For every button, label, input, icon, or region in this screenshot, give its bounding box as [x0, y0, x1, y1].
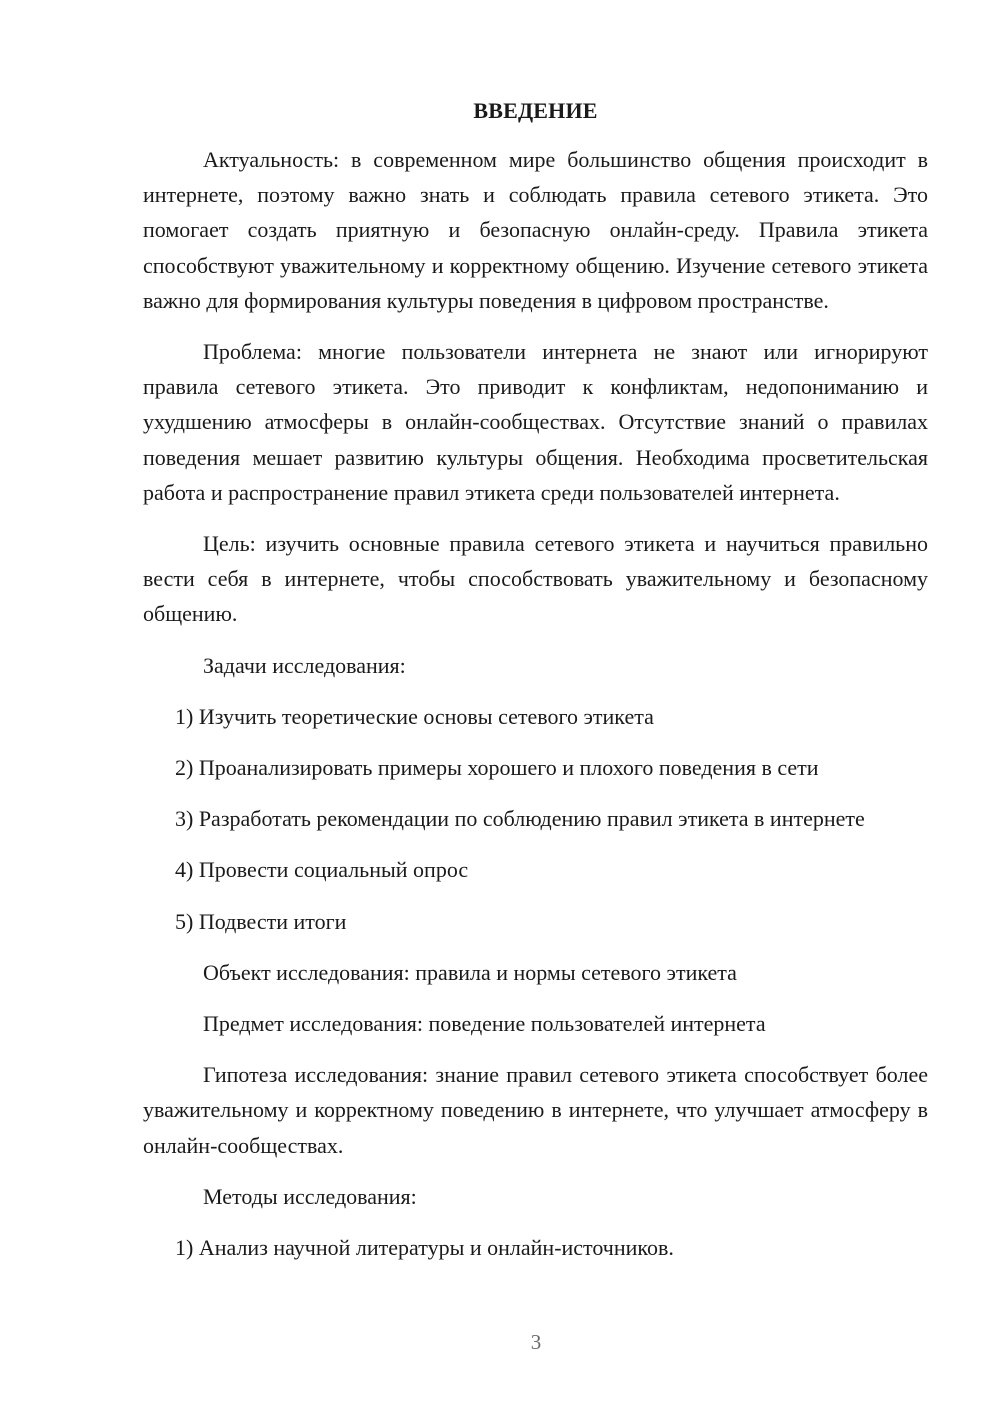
task-item: 4) Провести социальный опрос [175, 857, 469, 883]
problem-paragraph: Проблема: многие пользователи интернета не знают или игнорируют правила сетевого этикета. Это приводит к конфликтам, недопониманию и ухудшению атмосферы в онлайн-сообществах. Отсутствие знаний о правилах поведения мешает развитию культуры общения. Необходима просветительская работа и распространение правил этикета среди пользователей интернета. [143, 339, 928, 505]
page-title: ВВЕДЕНИЕ [473, 98, 598, 123]
task-item: 1) Изучить теоретические основы сетевого этикета [175, 703, 654, 729]
methods-list [143, 1230, 928, 1265]
method-item: 1) Анализ научной литературы и онлайн-источников. [175, 1235, 674, 1261]
tasks-heading: Задачи исследования: [203, 652, 406, 678]
goal-paragraph: Цель: изучить основные правила сетевого этикета и научиться правильно вести себя в интернете, чтобы способствовать уважительному и безопасному общению. [143, 531, 928, 627]
methods-heading: Методы исследования: [203, 1183, 417, 1209]
subject-paragraph: Предмет исследования: поведение пользователей интернета [203, 1011, 766, 1037]
hypothesis-paragraph: Гипотеза исследования: знание правил сетевого этикета способствует более уважительному и корректному поведению в интернете, что улучшает атмосферу в онлайн-сообществах. [143, 1062, 928, 1158]
task-item: 5) Подвести итоги [175, 908, 347, 934]
tasks-list [143, 699, 928, 939]
task-item: 2) Проанализировать примеры хорошего и плохого поведения в сети [175, 755, 819, 781]
relevance-paragraph: Актуальность: в современном мире большинство общения происходит в интернете, поэтому важно знать и соблюдать правила сетевого этикета. Это помогает создать приятную и безопасную онлайн-среду. Правила этикета способствуют уважительному и корректному общению. Изучение сетевого этикета важно для формирования культуры поведения в цифровом пространстве. [143, 147, 928, 313]
task-item: 3) Разработать рекомендации по соблюдению правил этикета в интернете [175, 806, 865, 832]
page-number: 3 [530, 1330, 542, 1354]
page-content [143, 93, 928, 1281]
object-paragraph: Объект исследования: правила и нормы сетевого этикета [203, 959, 737, 985]
